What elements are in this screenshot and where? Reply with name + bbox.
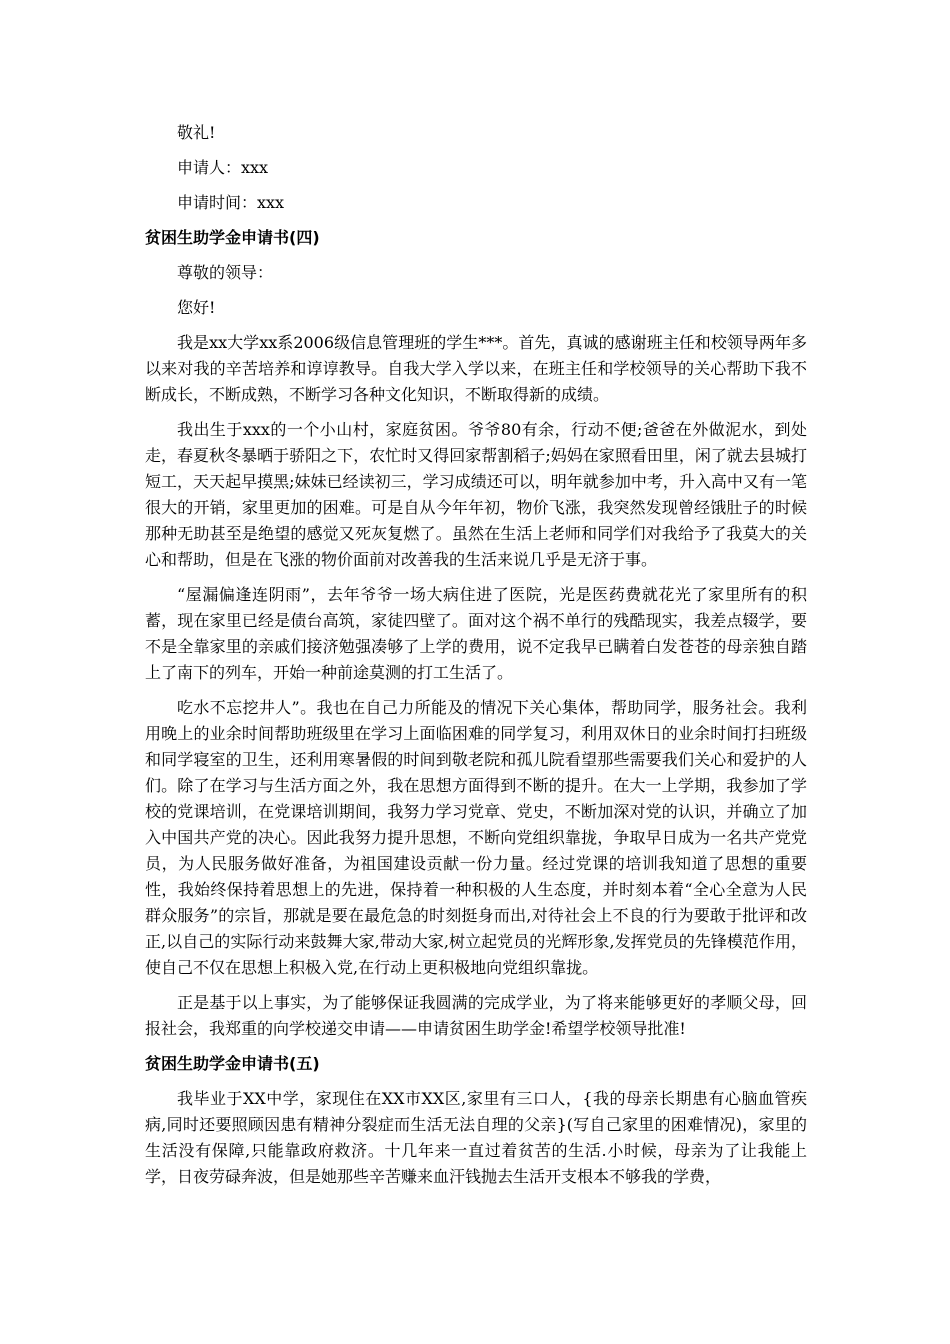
body-paragraph: 吃水不忘挖井人”。我也在自己力所能及的情况下关心集体，帮助同学，服务社会。我利用晚上的业余时间帮助班级里在学习上面临困难的同学复习，利用双休日的业余时间打扫班级和同学寝室的卫生，还利用寒暑假的时间到敬老院和孤儿院看望那些需要我们关心和爱护的人们。除了在学习与生活方面之外，我在思想方面得到不断的提升。在大一上学期，我参加了学校的党课培训，在党课培训期间，我努力学习党章、党史，不断加深对党的认识，并确立了加入中国共产党的决心。因此我努力提升思想，不断向党组织靠拢，争取早日成为一名共产党党员，为人民服务做好准备，为祖国建设贡献一份力量。经过党课的培训我知道了思想的重要性，我始终保持着思想上的先进，保持着一种积极的人生态度，并时刻本着“全心全意为人民群众服务”的宗旨，那就是要在最危急的时刻挺身而出,对待社会上不良的行为要敢于批评和改正,以自己的实际行动来鼓舞大家,带动大家,树立起党员的光辉形象,发挥党员的先锋模范作用，使自己不仅在思想上积极入党,在行动上更积极地向党组织靠拢。 xyxy=(145,698,807,977)
body-paragraph: 我是xx大学xx系2006级信息管理班的学生***。首先，真诚的感谢班主任和校领导两年多以来对我的辛苦培养和谆谆教导。自我大学入学以来，在班主任和学校领导的关心帮助下我不断成长，不断成熟，不断学习各种文化知识，不断取得新的成绩。 xyxy=(145,333,807,404)
body-paragraph: 我出生于xxx的一个小山村，家庭贫困。爷爷80有余，行动不便;爸爸在外做泥水，到处走，春夏秋冬暴晒于骄阳之下，农忙时又得回家帮割稻子;妈妈在家照看田里，闲了就去县城打短工，天天起早摸黑;妹妹已经读初三，学习成绩还可以，明年就参加中考，升入高中又有一笔很大的开销，家里更加的困难。可是自从今年年初，物价飞涨，我突然发现曾经饿肚子的时候那种无助甚至是绝望的感觉又死灰复燃了。虽然在生活上老师和同学们对我给予了我莫大的关心和帮助，但是在飞涨的物价面前对改善我的生活来说几乎是无济于事。 xyxy=(145,420,807,569)
greeting: 尊敬的领导： xyxy=(177,263,274,282)
section-title-5: 贫困生助学金申请书(五) xyxy=(145,1054,320,1073)
document-page xyxy=(145,120,807,1199)
application-date-line: 申请时间：xxx xyxy=(177,193,285,212)
body-paragraph: “屋漏偏逢连阴雨”，去年爷爷一场大病住进了医院，光是医药费就花光了家里所有的积蓄，现在家里已经是债台高筑，家徒四壁了。面对这个祸不单行的残酷现实，我差点辍学，要不是全靠家里的亲戚们接济勉强凑够了上学的费用，说不定我早已瞒着白发苍苍的母亲独自踏上了南下的列车，开始一种前途莫测的打工生活了。 xyxy=(145,585,807,682)
applicant-line: 申请人：xxx xyxy=(177,158,269,177)
section-title-4: 贫困生助学金申请书(四) xyxy=(145,228,320,247)
body-paragraph: 我毕业于XX中学，家现住在XX市XX区,家里有三口人，{我的母亲长期患有心脑血管疾病,同时还要照顾因患有精神分裂症而生活无法自理的父亲}(写自己家里的困难情况)，家里的生活没有保障,只能靠政府救济。十几年来一直过着贫苦的生活.小时候，母亲为了让我能上学，日夜劳碌奔波，但是她那些辛苦赚来血汗钱抛去生活开支根本不够我的学费， xyxy=(145,1089,807,1186)
body-paragraph: 正是基于以上事实，为了能够保证我圆满的完成学业，为了将来能够更好的孝顺父母，回报社会，我郑重的向学校递交申请——申请贫困生助学金!希望学校领导批准! xyxy=(145,993,807,1038)
hello-line: 您好! xyxy=(177,298,216,317)
closing-salutation: 敬礼! xyxy=(177,123,216,142)
